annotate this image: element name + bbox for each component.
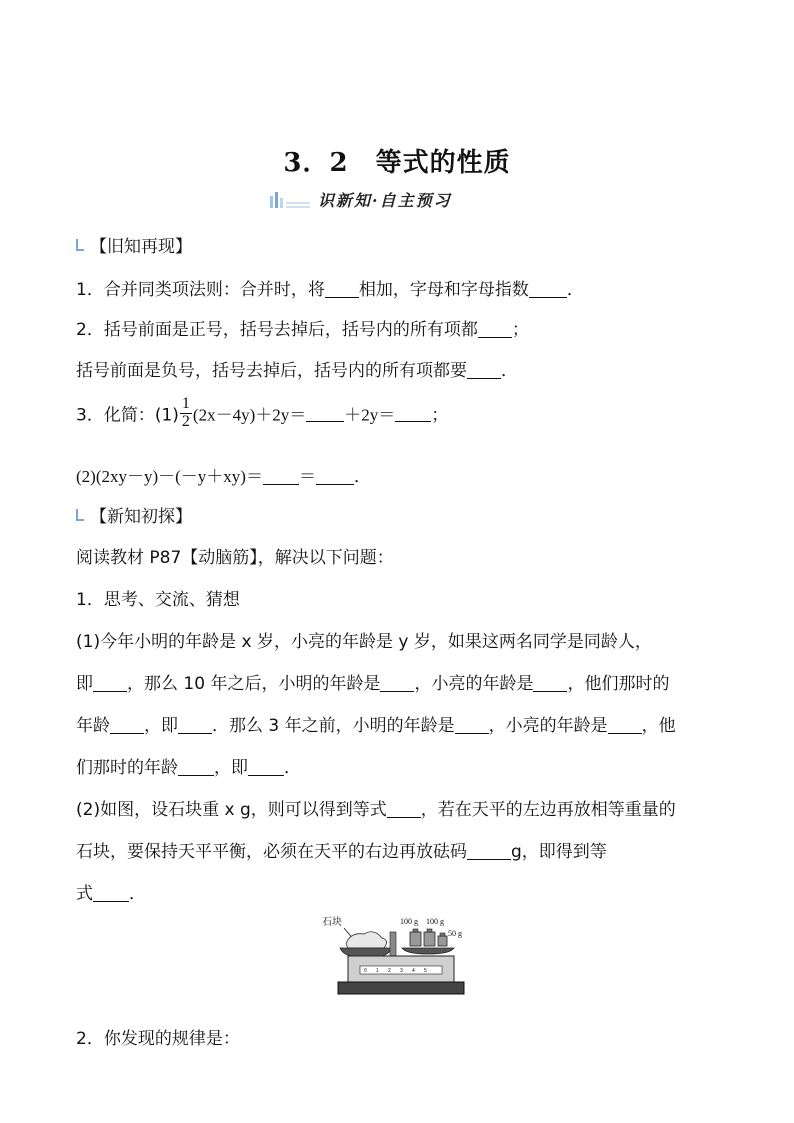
- answer-blank[interactable]: [316, 468, 354, 485]
- answer-blank[interactable]: [467, 362, 501, 379]
- explore-intro: 阅读教材 P87【动脑筋】，解决以下问题：: [76, 548, 394, 568]
- answer-blank[interactable]: [387, 801, 421, 818]
- answer-blank[interactable]: [110, 717, 144, 734]
- review-line-1: 1．合并同类项法则：合并时，将 相加，字母和字母指数 ．: [76, 280, 584, 300]
- review-line-4: 3．化简：(1) $\frac{1}{2}$ (2x－4y)＋2y＝ ＋2y＝ ；: [76, 395, 449, 430]
- weight-100g-a: [410, 932, 421, 946]
- answer-blank[interactable]: [467, 843, 511, 860]
- answer-blank[interactable]: [325, 281, 359, 298]
- fraction-one-half: $\frac{1}{2}$: [181, 395, 190, 430]
- weight-label-1: 100 g: [400, 917, 418, 926]
- answer-blank[interactable]: [478, 321, 512, 338]
- banner-text: 识新知·自主预习: [318, 191, 452, 210]
- question-1-heading: 1．思考、交流、猜想: [76, 590, 240, 610]
- answer-blank[interactable]: [248, 759, 284, 776]
- answer-blank[interactable]: [306, 405, 344, 422]
- section-heading-explore: 【新知初探】: [76, 502, 192, 527]
- page-title: 3．2 等式的性质: [283, 148, 511, 178]
- weight-50g: [438, 936, 447, 946]
- section-banner: [270, 186, 530, 212]
- explore-para2-line1: (2)如图，设石块重 x g，则可以得到等式 ，若在天平的左边再放相等重量的: [76, 800, 676, 820]
- question-2-heading: 2．你发现的规律是：: [76, 1029, 240, 1049]
- explore-para1-line4: 们那时的年龄 ，即 ．: [76, 758, 301, 778]
- answer-blank[interactable]: [93, 885, 129, 902]
- answer-blank[interactable]: [178, 717, 212, 734]
- review-line-2: 2．括号前面是正号，括号去掉后，括号内的所有项都 ；: [76, 320, 529, 340]
- banner-decoration-icon: [270, 192, 310, 208]
- stone-shape: [346, 932, 387, 948]
- answer-blank[interactable]: [380, 675, 414, 692]
- answer-blank[interactable]: [608, 717, 642, 734]
- svg-text:4: 4: [412, 968, 415, 974]
- weight-label-3: 50 g: [448, 929, 462, 938]
- section-heading-review: 【旧知再现】: [76, 232, 192, 257]
- answer-blank[interactable]: [455, 717, 489, 734]
- review-line-3: 括号前面是负号，括号去掉后，括号内的所有项都要 ．: [76, 361, 518, 381]
- bookmark-icon: [76, 239, 84, 251]
- right-pan: [402, 948, 454, 954]
- answer-blank[interactable]: [263, 468, 299, 485]
- review-line-5: (2)(2xy－y)－(－y＋xy)＝ ＝ ．: [76, 467, 371, 487]
- svg-text:3: 3: [400, 968, 403, 974]
- explore-para1-line3: 年龄 ，即 ．那么 3 年之前，小明的年龄是 ，小亮的年龄是 ，他: [76, 716, 676, 736]
- svg-text:1: 1: [376, 968, 379, 974]
- svg-text:2: 2: [388, 968, 391, 974]
- explore-para2-line3: 式 ．: [76, 884, 146, 904]
- explore-para1-line2: 即 ，那么 10 年之后，小明的年龄是 ，小亮的年龄是 ，他们那时的: [76, 674, 670, 694]
- answer-blank[interactable]: [395, 405, 431, 422]
- svg-text:0: 0: [364, 968, 367, 974]
- svg-text:5: 5: [424, 968, 427, 974]
- explore-para1-line1: (1)今年小明的年龄是 x 岁，小亮的年龄是 y 岁，如果这两名同学是同龄人，: [76, 632, 652, 652]
- stone-label: 石块: [322, 917, 342, 928]
- explore-para2-line2: 石块，要保持天平平衡，必须在天平的右边再放砝码 g，即得到等: [76, 842, 607, 862]
- weight-label-2: 100 g: [426, 917, 444, 926]
- answer-blank[interactable]: [93, 675, 127, 692]
- weight-100g-b: [424, 932, 435, 946]
- answer-blank[interactable]: [178, 759, 214, 776]
- balance-scale-figure: [318, 910, 478, 1000]
- bookmark-icon: [76, 509, 84, 521]
- answer-blank[interactable]: [533, 675, 567, 692]
- answer-blank[interactable]: [529, 281, 567, 298]
